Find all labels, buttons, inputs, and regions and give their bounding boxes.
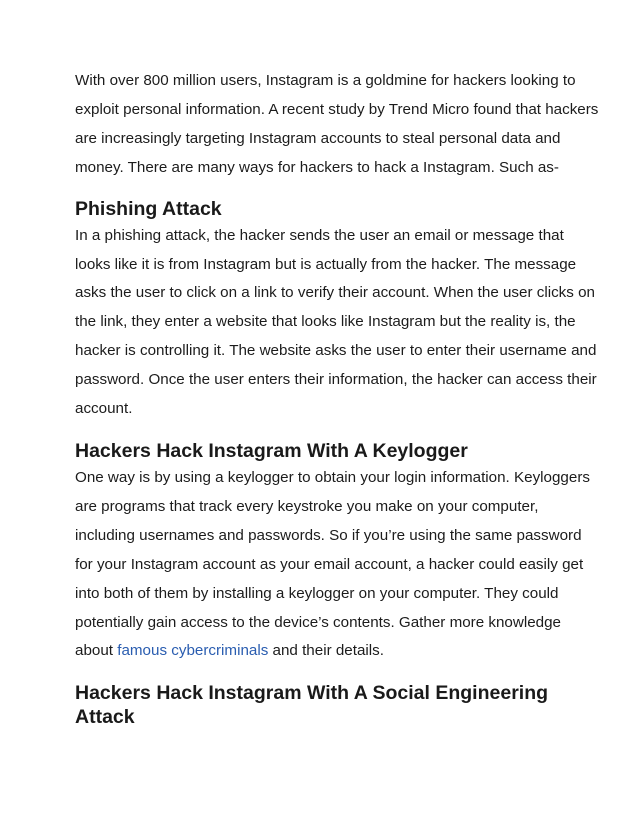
keylogger-line: One way is by using a keylogger to obtain your login information. Keyloggers — [75, 468, 590, 486]
keylogger-paragraph — [75, 464, 590, 666]
keylogger-last-line — [75, 637, 575, 666]
social-heading-line: Attack — [75, 706, 135, 729]
phishing-line: password. Once the user enters their information, the hacker can access their — [75, 371, 597, 389]
phishing-paragraph — [75, 222, 597, 424]
social-heading-line: Hackers Hack Instagram With A Social Engineering — [75, 682, 549, 705]
keylogger-line: including usernames and passwords. So if you’re using the same password — [75, 526, 582, 544]
phishing-heading: Phishing Attack — [75, 197, 222, 220]
keylogger-line: are programs that track every keystroke you make on your computer, — [75, 497, 539, 515]
keylogger-last-line-prefix: about — [75, 642, 118, 660]
keylogger-line: into both of them by installing a keylogger on your computer. They could — [75, 584, 559, 602]
keylogger-line: potentially gain access to the device’s contents. Gather more knowledge — [75, 613, 561, 631]
intro-line: are increasingly targeting Instagram accounts to steal personal data and — [75, 129, 561, 147]
keylogger-last-line-suffix: and their details. — [268, 642, 384, 660]
phishing-line: asks the user to click on a link to verify their account. When the user clicks on — [75, 284, 595, 302]
phishing-line: the link, they enter a website that looks like Instagram but the reality is, the — [75, 313, 576, 331]
intro-line: exploit personal information. A recent study by Trend Micro found that hackers — [75, 100, 599, 118]
intro-line: With over 800 million users, Instagram is a goldmine for hackers looking to — [75, 72, 576, 89]
phishing-line: In a phishing attack, the hacker sends the user an email or message that — [75, 226, 564, 244]
social-engineering-heading — [75, 681, 575, 729]
keylogger-line: for your Instagram account as your email account, a hacker could easily get — [75, 555, 584, 573]
phishing-line: looks like it is from Instagram but is actually from the hacker. The message — [75, 255, 577, 273]
intro-line: money. There are many ways for hackers to hack a Instagram. Such as- — [75, 158, 559, 176]
keylogger-heading: Hackers Hack Instagram With A Keylogger — [75, 439, 468, 462]
intro-paragraph — [75, 67, 599, 183]
phishing-line: account. — [75, 400, 133, 418]
phishing-line: hacker is controlling it. The website asks the user to enter their username and — [75, 342, 597, 360]
famous-cybercriminals-link[interactable]: famous cybercriminals — [117, 642, 269, 660]
document-page — [75, 67, 599, 729]
